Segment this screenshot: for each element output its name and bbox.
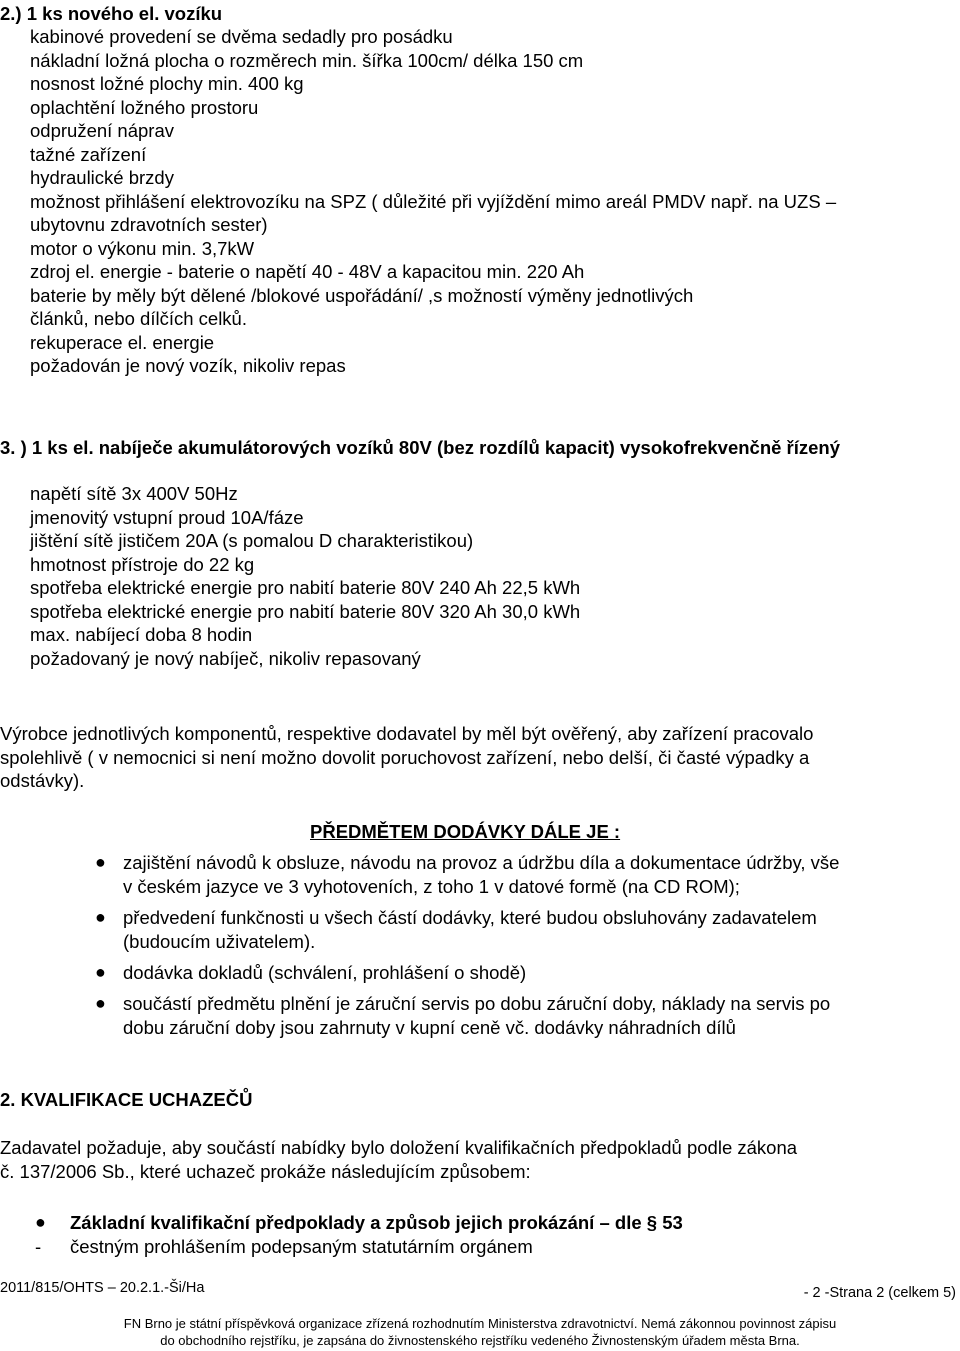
bullet-line: dodávka dokladů (schválení, prohlášení o shodě)	[123, 962, 527, 983]
qualification-heading: 2. KVALIFIKACE UCHAZEČŮ	[0, 1089, 253, 1110]
spec-line: tažné zařízení	[30, 143, 147, 165]
spec-line: požadovaný je nový nabíječ, nikoliv repasovaný	[30, 647, 421, 669]
note-line: Výrobce jednotlivých komponentů, respektive dodavatel by měl být ověřený, aby zařízení pracovalo	[0, 723, 814, 744]
spec-line: odpružení náprav	[30, 120, 174, 141]
bullet-icon: ●	[95, 993, 106, 1013]
spec-line: oplachtění ložného prostoru	[30, 96, 259, 118]
bullet-item	[123, 961, 526, 985]
item3-spec-list	[30, 482, 580, 670]
note-line: odstávky).	[0, 770, 85, 791]
spec-line: kabinové provedení se dvěma sedadly pro posádku	[30, 26, 453, 47]
footer-legal-line-2: do obchodního rejstříku, je zapsána do živnostenského rejstříku vedeného Živnostenským úřadem města Brna.	[160, 1333, 800, 1348]
footer-ref: 2011/815/OHTS – 20.2.1.-Ši/Ha	[0, 1280, 205, 1296]
item2-heading: 2.) 1 ks nového el. vozíku	[0, 3, 223, 24]
spec-line: hmotnost přístroje do 22 kg	[30, 553, 255, 575]
spec-line: motor o výkonu min. 3,7kW	[30, 237, 255, 259]
bullet-line: součástí předmětu plnění je záruční servis po dobu záruční doby, náklady na servis po	[123, 993, 831, 1014]
bullet-icon: ●	[35, 1212, 46, 1232]
spec-line: jmenovitý vstupní proud 10A/fáze	[30, 506, 304, 528]
bullet-line: (budoucím uživatelem).	[123, 930, 316, 952]
bullet-item	[123, 992, 830, 1039]
spec-line: max. nabíjecí doba 8 hodin	[30, 624, 253, 645]
note-line: spolehlivě ( v nemocnici si není možno dovolit poruchovost zařízení, nebo delší, či časté výpadky a	[0, 746, 810, 768]
bullet-icon: ●	[95, 962, 106, 982]
spec-line: zdroj el. energie - baterie o napětí 40 - 48V a kapacitou min. 220 Ah	[30, 261, 585, 282]
spec-line: rekuperace el. energie	[30, 331, 215, 353]
manufacturer-note	[0, 722, 813, 793]
spec-line: spotřeba elektrické energie pro nabití baterie 80V 320 Ah 30,0 kWh	[30, 600, 581, 622]
qualification-text	[0, 1136, 797, 1183]
delivery-scope-heading: PŘEDMĚTEM DODÁVKY DÁLE JE :	[310, 821, 621, 842]
bullet-item	[123, 851, 839, 898]
spec-line: článků, nebo dílčích celků.	[30, 308, 247, 329]
spec-line: nákladní ložná plocha o rozměrech min. šířka 100cm/ délka 150 cm	[30, 49, 584, 71]
bullet-line: zajištění návodů k obsluze, návodu na provoz a údržbu díla a dokumentace údržby, vše	[123, 852, 840, 873]
spec-line: požadován je nový vozík, nikoliv repas	[30, 355, 346, 376]
spec-line: nosnost ložné plochy min. 400 kg	[30, 73, 304, 94]
footer-page-number: - 2 -Strana 2 (celkem 5)	[803, 1285, 956, 1301]
item3-heading: 3. ) 1 ks el. nabíječe akumulátorových vozíků 80V (bez rozdílů kapacit) vysokofrekvenčně řízený	[0, 437, 841, 458]
bullet-line: předvedení funkčnosti u všech částí dodávky, které budou obsluhovány zadavatelem	[123, 907, 817, 928]
spec-line: spotřeba elektrické energie pro nabití baterie 80V 240 Ah 22,5 kWh	[30, 577, 581, 598]
dash-marker: -	[35, 1236, 42, 1257]
text-line: Zadavatel požaduje, aby součástí nabídky bylo doložení kvalifikačních předpokladů podle zákona	[0, 1137, 798, 1158]
qualification-bullet: Základní kvalifikační předpoklady a způsob jejich prokázání – dle § 53	[70, 1212, 683, 1233]
item2-spec-list	[30, 25, 836, 378]
spec-line: hydraulické brzdy	[30, 167, 174, 188]
bullet-line: v českém jazyce ve 3 vyhotoveních, z toho 1 v datové formě (na CD ROM);	[123, 875, 740, 897]
qualification-dash-item: čestným prohlášením podepsaným statutárním orgánem	[70, 1236, 533, 1257]
spec-line: baterie by měly být dělené /blokové uspořádání/ ,s možností výměny jednotlivých	[30, 284, 694, 306]
text-line: č. 137/2006 Sb., které uchazeč prokáže následujícím způsobem:	[0, 1160, 531, 1182]
spec-line: napětí sítě 3x 400V 50Hz	[30, 483, 238, 504]
spec-line: jištění sítě jističem 20A (s pomalou D charakteristikou)	[30, 530, 474, 551]
footer-legal-line-1: FN Brno je státní příspěvková organizace zřízená rozhodnutím Ministerstva zdravotnictví. Nemá zákonnou povinnost zápisu	[123, 1316, 837, 1331]
spec-line: ubytovnu zdravotních sester)	[30, 214, 268, 235]
bullet-icon: ●	[95, 852, 106, 872]
bullet-line: dobu záruční doby jsou zahrnuty v kupní ceně vč. dodávky náhradních dílů	[123, 1016, 736, 1038]
spec-line: možnost přihlášení elektrovozíku na SPZ ( důležité při vyjíždění mimo areál PMDV např. na UZS –	[30, 190, 837, 212]
bullet-icon: ●	[95, 907, 106, 927]
bullet-item	[123, 906, 817, 953]
